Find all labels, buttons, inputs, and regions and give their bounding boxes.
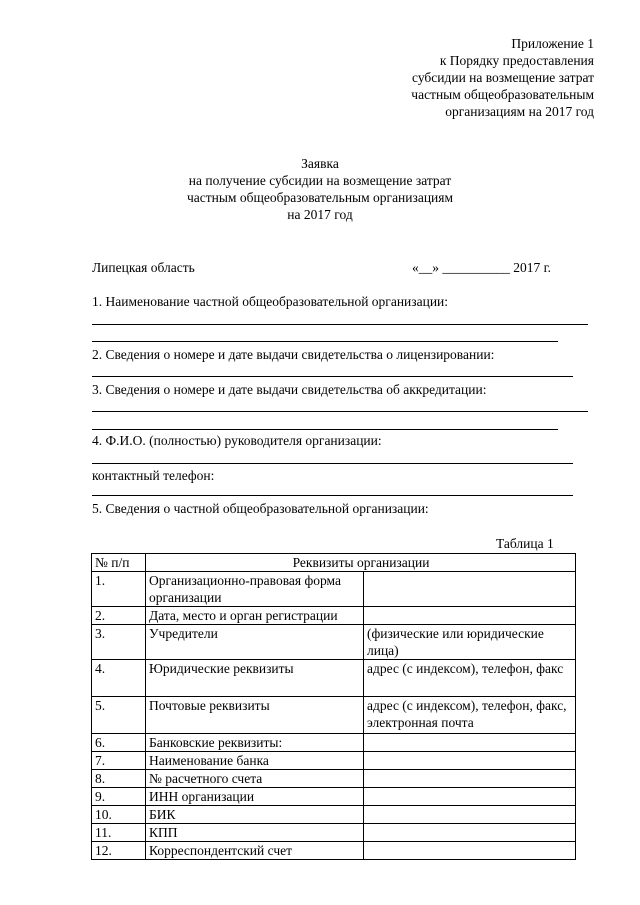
row-label: Учредители: [146, 625, 364, 660]
title-line: частным общеобразовательным организациям: [186, 190, 454, 205]
row-number: 11.: [92, 824, 146, 842]
region-label: Липецкая область: [92, 260, 195, 275]
row-number: 7.: [92, 752, 146, 770]
row-value[interactable]: [364, 607, 576, 625]
row-label: Корреспондентский счет: [146, 842, 364, 860]
table-row: [92, 806, 576, 824]
field-2-line[interactable]: [92, 376, 573, 377]
row-value[interactable]: [364, 824, 576, 842]
row-label: Дата, место и орган регистрации: [146, 607, 364, 625]
field-4-label: 4. Ф.И.О. (полностью) руководителя организации:: [92, 433, 382, 448]
row-value[interactable]: [364, 806, 576, 824]
field-2-label: 2. Сведения о номере и дате выдачи свидетельства о лицензировании:: [92, 347, 495, 362]
title-line: Заявка: [301, 156, 339, 171]
field-1-line-2[interactable]: [92, 341, 558, 342]
row-number: 3.: [92, 625, 146, 660]
row-value[interactable]: [364, 842, 576, 860]
row-label: Банковские реквизиты:: [146, 734, 364, 752]
field-3-line-1[interactable]: [92, 411, 588, 412]
table-row: [92, 660, 576, 697]
row-number: 1.: [92, 572, 146, 607]
row-label: Почтовые реквизиты: [146, 697, 364, 734]
header-number: № п/п: [92, 554, 146, 572]
table-row: [92, 607, 576, 625]
row-value[interactable]: [364, 788, 576, 806]
field-3-label: 3. Сведения о номере и дате выдачи свидетельства об аккредитации:: [92, 382, 487, 397]
appendix-line: организациям на 2017 год: [445, 104, 594, 119]
field-1-line-1[interactable]: [92, 324, 588, 325]
appendix-line: частным общеобразовательным: [411, 87, 594, 102]
field-5-label: 5. Сведения о частной общеобразовательной организации:: [92, 501, 429, 516]
table-row: [92, 824, 576, 842]
title-line: на получение субсидии на возмещение затрат: [188, 173, 452, 188]
row-number: 8.: [92, 770, 146, 788]
table-row: [92, 697, 576, 734]
row-label: Юридические реквизиты: [146, 660, 364, 697]
row-label: Наименование банка: [146, 752, 364, 770]
row-value[interactable]: [364, 752, 576, 770]
phone-line[interactable]: [92, 495, 573, 496]
table-row: [92, 572, 576, 607]
table-row: [92, 788, 576, 806]
appendix-line: к Порядку предоставления: [439, 53, 594, 68]
row-label: Организационно-правовая форма организации: [146, 572, 364, 607]
row-number: 2.: [92, 607, 146, 625]
row-value[interactable]: [364, 734, 576, 752]
appendix-block: [411, 35, 594, 120]
row-label: ИНН организации: [146, 788, 364, 806]
appendix-line: Приложение 1: [511, 36, 594, 51]
appendix-line: субсидии на возмещение затрат: [412, 70, 594, 85]
table-row: [92, 734, 576, 752]
date-field[interactable]: «__» __________ 2017 г.: [412, 260, 552, 275]
row-number: 5.: [92, 697, 146, 734]
row-value[interactable]: адрес (с индексом), телефон, факс, электронная почта: [364, 697, 576, 734]
title-line: на 2017 год: [287, 207, 353, 222]
row-number: 10.: [92, 806, 146, 824]
phone-label: контактный телефон:: [92, 468, 215, 483]
row-number: 6.: [92, 734, 146, 752]
document-title: [0, 155, 640, 223]
table-row: [92, 842, 576, 860]
row-number: 12.: [92, 842, 146, 860]
row-label: КПП: [146, 824, 364, 842]
row-label: № расчетного счета: [146, 770, 364, 788]
table-row: [92, 770, 576, 788]
requisites-table: [91, 553, 576, 860]
row-label: БИК: [146, 806, 364, 824]
header-requisites: Реквизиты организации: [146, 554, 576, 572]
field-4-line[interactable]: [92, 463, 573, 464]
row-value[interactable]: адрес (с индексом), телефон, факс: [364, 660, 576, 697]
row-value[interactable]: [364, 770, 576, 788]
field-1-label: 1. Наименование частной общеобразовательной организации:: [92, 294, 449, 309]
table-row: [92, 625, 576, 660]
table-caption: Таблица 1: [496, 536, 554, 551]
table-row: [92, 752, 576, 770]
row-number: 4.: [92, 660, 146, 697]
row-value[interactable]: (физические или юридические лица): [364, 625, 576, 660]
row-value[interactable]: [364, 572, 576, 607]
field-3-line-2[interactable]: [92, 429, 558, 430]
table-header-row: [92, 554, 576, 572]
row-number: 9.: [92, 788, 146, 806]
